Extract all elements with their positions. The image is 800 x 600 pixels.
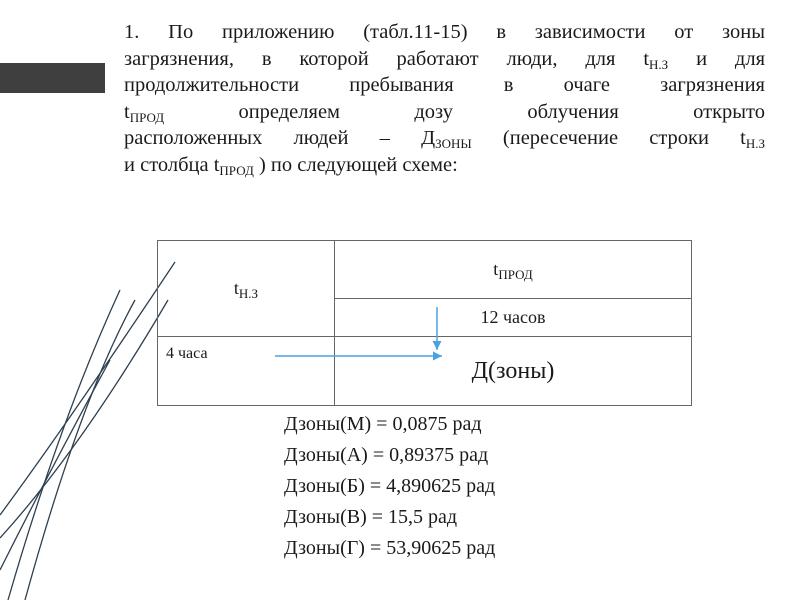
result-line: Дзоны(Г) = 53,90625 рад [284, 537, 496, 559]
side-band [0, 63, 105, 93]
col-header-cell: $t_{ПРОД}$ [335, 241, 692, 299]
result-line: Дзоны(М) = 0,0875 рад [284, 413, 482, 435]
intro-paragraph [124, 19, 765, 178]
row-value-cell: 4 часа [158, 337, 335, 406]
result-line: Дзоны(А) = 0,89375 рад [284, 444, 489, 466]
results-list [284, 409, 495, 564]
intro-line-2: загрязнения, в которой работают люди, для $t_{Н.З}$ и для [124, 47, 766, 72]
intro-line-6: и столбца $t_{ПРОД}$ ) по следующей схеме: [124, 153, 458, 178]
intro-line-5: расположенных людей – $Д_{ЗОНЫ}$ (пересечение строки $t_{Н.З}$ [124, 127, 765, 151]
intro-line-1: 1. По приложению (табл.11-15) в зависимости от зоны [124, 21, 765, 43]
row-header-cell: $t_{Н.З}$ [158, 241, 335, 337]
result-line: Дзоны(В) = 15,5 рад [284, 506, 458, 528]
result-line: Дзоны(Б) = 4,890625 рад [284, 475, 496, 497]
intro-line-4: $t_{ПРОД}$ определяем дозу облучения открыто [124, 100, 765, 125]
result-cell: Д(зоны) [335, 337, 692, 406]
dose-table [157, 240, 692, 406]
intro-line-3: продолжительности пребывания в очаге загрязнения [124, 74, 765, 96]
col-value-cell: 12 часов [335, 298, 692, 336]
